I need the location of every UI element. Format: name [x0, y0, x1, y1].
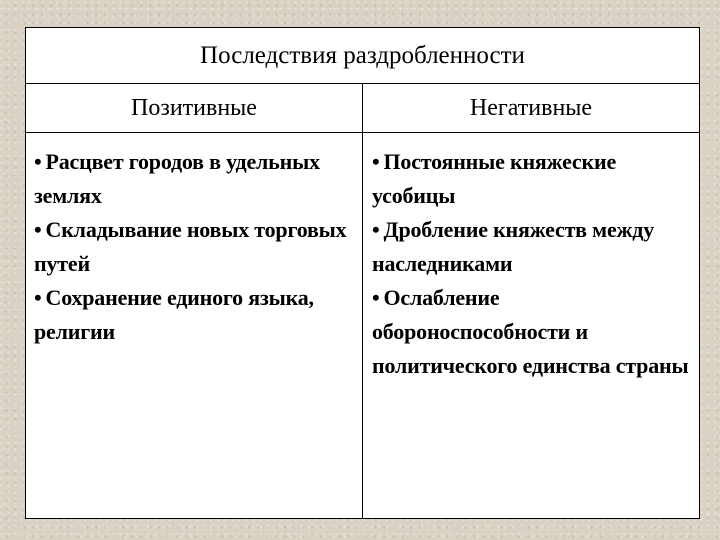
header-row [26, 84, 699, 133]
content-row [26, 133, 699, 518]
bullet: • [34, 149, 42, 174]
consequences-table [25, 27, 700, 519]
bullet: • [372, 217, 380, 242]
list-item [372, 145, 691, 213]
list-item-text: Ослабление обороноспособности и политического единства страны [372, 285, 689, 378]
list-item-text: Дробление княжеств между наследниками [372, 217, 654, 276]
header-positive: Позитивные [26, 84, 363, 132]
list-item-text: Расцвет городов в удельных землях [34, 149, 320, 208]
list-item [34, 281, 354, 349]
list-item [34, 213, 354, 281]
list-item-text: Складывание новых торговых путей [34, 217, 347, 276]
list-item [34, 145, 354, 213]
list-item [372, 281, 691, 383]
list-item-text: Постоянные княжеские усобицы [372, 149, 617, 208]
positive-list [26, 133, 363, 518]
header-negative: Негативные [469, 94, 593, 121]
bullet: • [34, 285, 42, 310]
list-item-text: Сохранение единого языка, религии [34, 285, 314, 344]
list-item [372, 213, 691, 281]
bullet: • [372, 149, 380, 174]
bullet: • [34, 217, 42, 242]
table-title: Последствия раздробленности [26, 28, 699, 84]
negative-list [363, 133, 699, 518]
bullet: • [372, 285, 380, 310]
